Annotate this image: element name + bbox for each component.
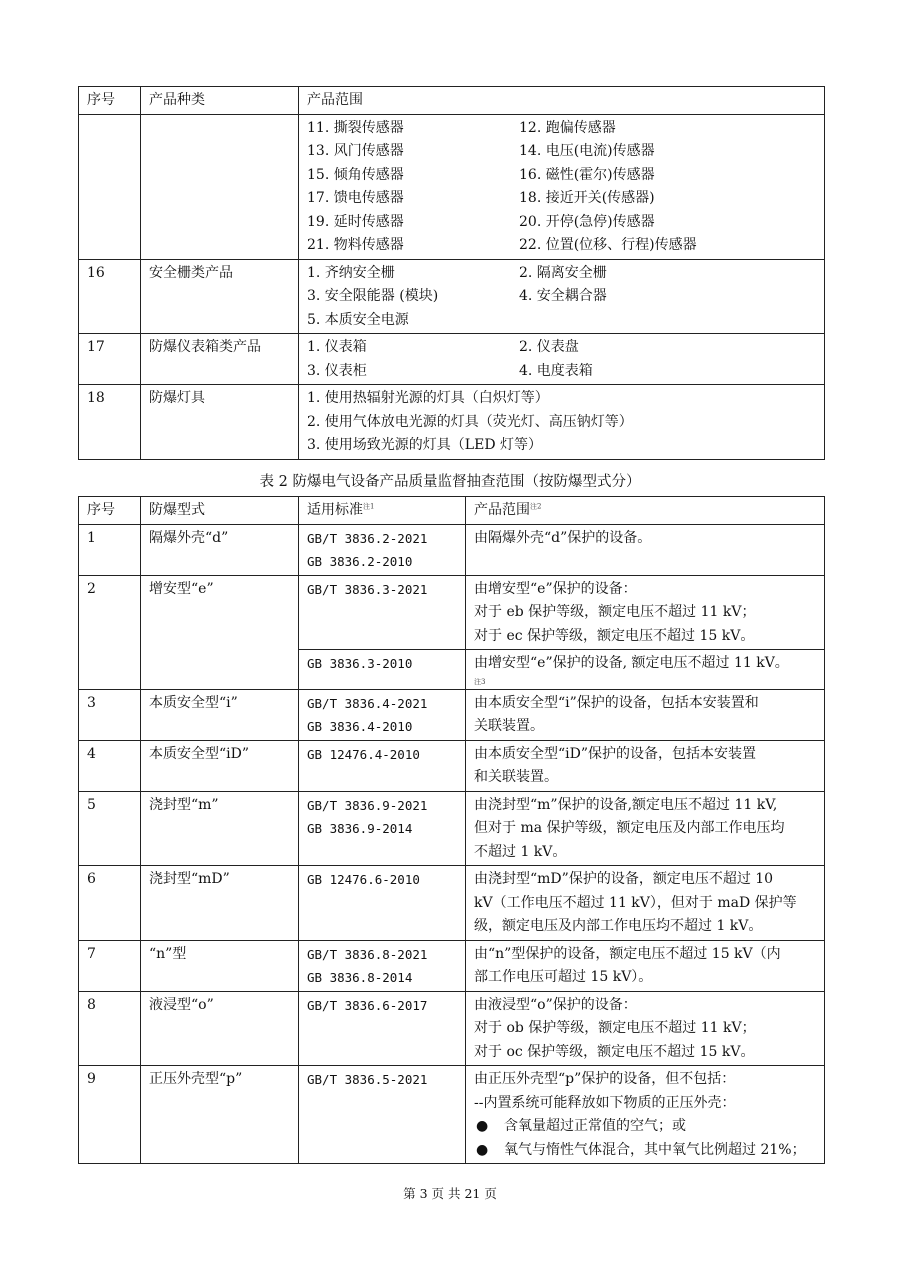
table-row: [79, 791, 825, 866]
row-scope: [299, 259, 825, 334]
scope-line: 级，额定电压及内部工作电压均不超过 1 kV。: [474, 918, 763, 934]
row-standard: [299, 1066, 466, 1164]
list-item: 17. 馈电传感器: [307, 190, 404, 206]
scope-line: 由本质安全型“i”保护的设备，包括本安装置和: [474, 694, 759, 711]
scope-line: 由液浸型“o”保护的设备：: [474, 996, 637, 1013]
row-category: [141, 114, 299, 259]
row-scope: [466, 866, 825, 941]
scope-line: 由正压外壳型“p”保护的设备，但不包括：: [474, 1071, 736, 1087]
scope-line: 由“n”型保护的设备，额定电压不超过 15 kV（内: [474, 945, 781, 962]
row-scope: [466, 991, 825, 1066]
list-item: 1. 齐纳安全栅: [307, 264, 395, 281]
row-standard: [299, 791, 466, 866]
row-standard: [299, 689, 466, 740]
row-no: 1: [79, 524, 141, 575]
bullet-icon: ●: [476, 1141, 489, 1158]
bullet-item: [474, 1115, 816, 1139]
footnote-ref: 注1: [363, 502, 375, 511]
row-type: 浇封型“m”: [141, 791, 299, 866]
scope-line: 由浇封型“m”保护的设备,额定电压不超过 11 kV,: [474, 796, 778, 813]
row-standard: [299, 991, 466, 1066]
row-type: 正压外壳型“p”: [141, 1066, 299, 1164]
table-row: [79, 334, 825, 385]
header-no: 序号: [79, 497, 141, 525]
row-category: 安全栅类产品: [141, 259, 299, 334]
row-standard: [299, 524, 466, 575]
row-standard: [299, 650, 466, 690]
standard-code: GB/T 3836.9-2021: [307, 797, 428, 813]
scope-line: 不超过 1 kV。: [474, 843, 567, 860]
scope-line: --内置系统可能释放如下物质的正压外壳：: [474, 1094, 736, 1111]
standard-code: GB 3836.3-2010: [307, 656, 413, 671]
table-header-row: [79, 497, 825, 525]
row-scope: [466, 791, 825, 866]
table-row: [79, 259, 825, 334]
header-standard: [299, 497, 466, 525]
list-item: 11. 撕裂传感器: [307, 119, 404, 136]
list-item: 21. 物料传感器: [307, 237, 404, 253]
standard-code: GB 12476.6-2010: [307, 872, 420, 887]
table-row: [79, 740, 825, 791]
header-category: 产品种类: [141, 87, 299, 115]
row-no: 5: [79, 791, 141, 866]
scope-line: 对于 eb 保护等级，额定电压不超过 11 kV；: [474, 604, 756, 620]
product-category-table: [78, 86, 825, 460]
list-item: 3. 仪表柜: [307, 362, 367, 379]
table-row: [79, 114, 825, 259]
list-item: 3. 安全限能器 (模块): [307, 288, 439, 304]
list-item: 13. 风门传感器: [307, 143, 404, 159]
row-no: 18: [79, 385, 141, 460]
row-no: 3: [79, 689, 141, 740]
row-type: 隔爆外壳“d”: [141, 524, 299, 575]
table-row: [79, 940, 825, 991]
row-no: 16: [79, 259, 141, 334]
row-no: 9: [79, 1066, 141, 1164]
header-no: 序号: [79, 87, 141, 115]
standard-code: GB/T 3836.3-2021: [307, 581, 428, 597]
bullet-icon: ●: [476, 1118, 489, 1134]
row-no: 2: [79, 575, 141, 689]
list-item: 18. 接近开关(传感器): [519, 190, 655, 206]
row-standard: [299, 940, 466, 991]
row-no: 4: [79, 740, 141, 791]
scope-line: 对于 ec 保护等级，额定电压不超过 15 kV。: [474, 627, 755, 644]
row-scope: [299, 334, 825, 385]
row-type: 液浸型“o”: [141, 991, 299, 1066]
row-category: 防爆灯具: [141, 385, 299, 460]
standard-code: GB/T 3836.8-2021: [307, 946, 428, 962]
row-standard: [299, 740, 466, 791]
scope-line: 由增安型“e”保护的设备, 额定电压不超过 11 kV。: [474, 655, 789, 671]
standard-code: GB/T 3836.4-2021: [307, 695, 428, 711]
table2-caption: 表 2 防爆电气设备产品质量监督抽查范围（按防爆型式分）: [259, 474, 641, 490]
row-standard: [299, 866, 466, 941]
row-type: 本质安全型“iD”: [141, 740, 299, 791]
row-scope: [466, 940, 825, 991]
standard-code: GB 3836.4-2010: [307, 719, 413, 734]
footnote-ref: 注3: [474, 677, 486, 686]
row-scope: [466, 1066, 825, 1164]
scope-line: 和关联装置。: [474, 769, 558, 785]
row-type: 本质安全型“i”: [141, 689, 299, 740]
standard-code: GB 3836.8-2014: [307, 970, 413, 985]
list-item: 22. 位置(位移、行程)传感器: [519, 237, 697, 253]
row-scope: [299, 114, 825, 259]
bullet-item: [474, 1139, 816, 1163]
header-scope: [466, 497, 825, 525]
standard-code: GB/T 3836.5-2021: [307, 1072, 428, 1087]
bullet-text: 氧气与惰性气体混合，其中氧气比例超过 21%；: [504, 1141, 806, 1158]
row-no: 7: [79, 940, 141, 991]
page-footer: 第 3 页 共 21 页: [403, 1186, 497, 1201]
explosion-protection-table: [78, 496, 825, 1164]
list-item: 4. 电度表箱: [519, 362, 593, 379]
standard-code: GB 12476.4-2010: [307, 746, 420, 762]
row-scope: [466, 650, 825, 690]
table-row: [79, 524, 825, 575]
table-row: [79, 1066, 825, 1164]
table-header-row: [79, 87, 825, 115]
list-item: 5. 本质安全电源: [307, 311, 409, 328]
row-type: 浇封型“mD”: [141, 866, 299, 941]
header-scope-label: 产品范围: [474, 502, 530, 518]
row-type: 增安型“e”: [141, 575, 299, 689]
row-no: 17: [79, 334, 141, 385]
row-type: “n”型: [141, 940, 299, 991]
table-row: [79, 991, 825, 1066]
standard-code: GB 3836.9-2014: [307, 821, 413, 836]
standard-code: GB/T 3836.2-2021: [307, 530, 428, 546]
row-scope: [466, 689, 825, 740]
scope-line: 部工作电压可超过 15 kV）。: [474, 969, 653, 985]
scope-line: 对于 oc 保护等级，额定电压不超过 15 kV。: [474, 1043, 755, 1060]
table-row: [79, 866, 825, 941]
list-item: 19. 延时传感器: [307, 213, 404, 230]
standard-code: GB 3836.2-2010: [307, 554, 413, 569]
scope-line: 对于 ob 保护等级，额定电压不超过 11 kV；: [474, 1020, 756, 1036]
list-item: 3. 使用场致光源的灯具（LED 灯等）: [307, 437, 542, 453]
row-no: 6: [79, 866, 141, 941]
list-item: 4. 安全耦合器: [519, 288, 607, 304]
list-item: 2. 仪表盘: [519, 339, 579, 355]
table-row: [79, 385, 825, 460]
table-row: [79, 689, 825, 740]
list-item: 12. 跑偏传感器: [519, 119, 616, 136]
scope-line: 由增安型“e”保护的设备：: [474, 580, 637, 597]
table-row: [79, 575, 825, 650]
row-scope: [466, 575, 825, 650]
scope-line: 由本质安全型“iD”保护的设备，包括本安装置: [474, 745, 757, 762]
list-item: 20. 开停(急停)传感器: [519, 213, 655, 230]
header-standard-label: 适用标准: [307, 502, 363, 518]
footnote-ref: 注2: [530, 502, 542, 511]
row-scope: [299, 385, 825, 460]
list-item: 2. 隔离安全栅: [519, 264, 607, 281]
scope-line: 由浇封型“mD”保护的设备，额定电压不超过 10: [474, 871, 774, 887]
scope-line: kV（工作电压不超过 11 kV），但对于 maD 保护等: [474, 894, 797, 911]
list-item: 1. 仪表箱: [307, 339, 367, 355]
list-item: 2. 使用气体放电光源的灯具（荧光灯、高压钠灯等）: [307, 413, 633, 430]
list-item: 1. 使用热辐射光源的灯具（白炽灯等）: [307, 390, 549, 406]
standard-code: GB/T 3836.6-2017: [307, 997, 428, 1013]
list-item: 15. 倾角传感器: [307, 166, 404, 183]
row-scope: [466, 524, 825, 575]
list-item: 14. 电压(电流)传感器: [519, 143, 655, 159]
list-item: 16. 磁性(霍尔)传感器: [519, 166, 655, 183]
header-scope: 产品范围: [299, 87, 825, 115]
scope-line: 但对于 ma 保护等级，额定电压及内部工作电压均: [474, 820, 785, 836]
row-scope: [466, 740, 825, 791]
bullet-text: 含氧量超过正常值的空气；或: [504, 1118, 686, 1134]
row-standard: [299, 575, 466, 650]
row-category: 防爆仪表箱类产品: [141, 334, 299, 385]
header-type: 防爆型式: [141, 497, 299, 525]
row-no: 8: [79, 991, 141, 1066]
row-no: [79, 114, 141, 259]
scope-line: 关联装置。: [474, 718, 544, 734]
scope-line: 由隔爆外壳“d”保护的设备。: [474, 529, 652, 546]
